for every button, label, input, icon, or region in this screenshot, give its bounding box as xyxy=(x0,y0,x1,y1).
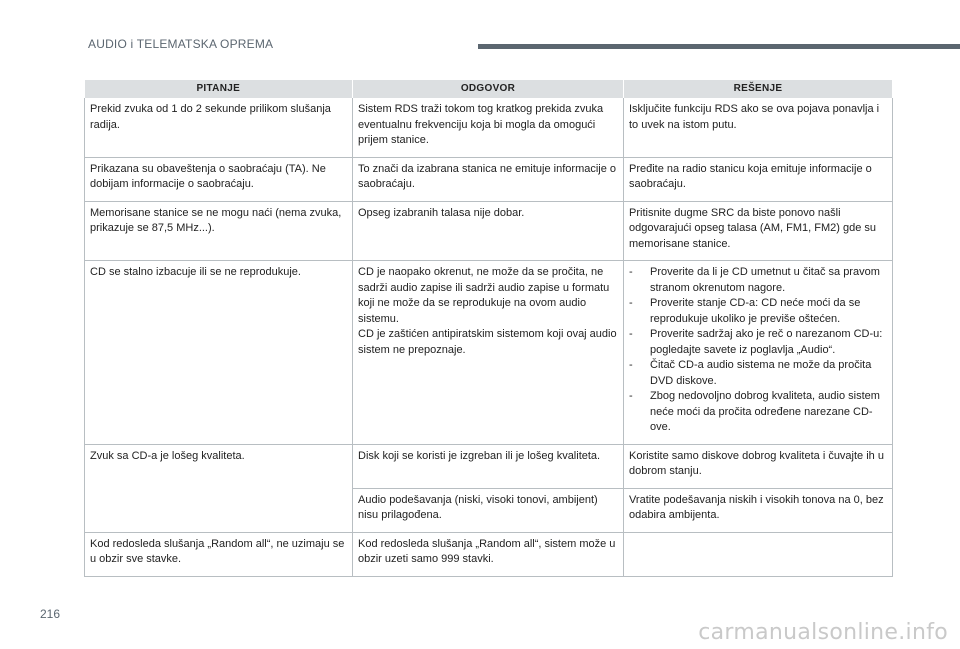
column-header-answer: ODGOVOR xyxy=(353,80,624,98)
answer-cell: Audio podešavanja (niski, visoki tonovi, ambijent) nisu prilagođena. xyxy=(353,488,624,532)
answer-cell xyxy=(353,261,624,445)
answer-cell: Disk koji se koristi je izgreban ili je lošeg kvaliteta. xyxy=(353,444,624,488)
question-cell: Memorisane stanice se ne mogu naći (nema zvuka, prikazuje se 87,5 MHz...). xyxy=(85,201,353,261)
solution-cell: Isključite funkciju RDS ako se ova pojava ponavlja i to uvek na istom putu. xyxy=(624,98,893,157)
solution-list xyxy=(629,265,887,436)
list-item: - Proverite stanje CD-a: CD neće moći da se reprodukuje ukoliko je previše oštećen. xyxy=(629,296,887,327)
solution-cell: Pritisnite dugme SRC da biste ponovo našli odgovarajući opseg talasa (AM, FM1, FM2) gde su memorisane stanice. xyxy=(624,201,893,261)
header-bar xyxy=(478,44,960,49)
question-cell: Prekid zvuka od 1 do 2 sekunde prilikom slušanja radija. xyxy=(85,98,353,157)
column-header-question: PITANJE xyxy=(85,80,353,98)
list-item: - Čitač CD-a audio sistema ne može da pročita DVD diskove. xyxy=(629,358,887,389)
watermark: carmanualsonline.info xyxy=(698,620,948,645)
section-title: AUDIO i TELEMATSKA OPREMA xyxy=(88,37,274,51)
solution-cell xyxy=(624,532,893,576)
list-item: - Zbog nedovoljno dobrog kvaliteta, audio sistem neće moći da pročita određene narezane CD-ove. xyxy=(629,389,887,436)
faq-table xyxy=(84,80,893,577)
table-row xyxy=(85,532,893,576)
answer-cell: To znači da izabrana stanica ne emituje informacije o saobraćaju. xyxy=(353,157,624,201)
table-row xyxy=(85,98,893,157)
answer-paragraph: CD je naopako okrenut, ne može da se pročita, ne sadrži audio zapise ili sadrži audio zapise u formatu koji ne može da se reprodukuje na ovom audio sistemu. xyxy=(358,266,610,325)
answer-cell: Opseg izabranih talasa nije dobar. xyxy=(353,201,624,261)
answer-paragraph: CD je zaštićen antipiratskim sistemom koji ovaj audio sistem ne prepoznaje. xyxy=(358,328,617,356)
question-cell: Prikazana su obaveštenja o saobraćaju (TA). Ne dobijam informacije o saobraćaju. xyxy=(85,157,353,201)
solution-cell: Koristite samo diskove dobrog kvaliteta i čuvajte ih u dobrom stanju. xyxy=(624,444,893,488)
column-header-solution: REŠENJE xyxy=(624,80,893,98)
list-item: - Proverite da li je CD umetnut u čitač sa pravom stranom okrenutom nagore. xyxy=(629,265,887,296)
question-cell: CD se stalno izbacuje ili se ne reprodukuje. xyxy=(85,261,353,445)
answer-cell: Kod redosleda slušanja „Random all“, sistem može u obzir uzeti samo 999 stavki. xyxy=(353,532,624,576)
solution-cell: Pređite na radio stanicu koja emituje informacije o saobraćaju. xyxy=(624,157,893,201)
question-cell: Zvuk sa CD-a je lošeg kvaliteta. xyxy=(85,444,353,532)
table-row xyxy=(85,444,893,488)
solution-cell xyxy=(624,261,893,445)
list-item: - Proverite sadržaj ako je reč o narezanom CD-u: pogledajte savete iz poglavlja „Audio“. xyxy=(629,327,887,358)
page-number: 216 xyxy=(40,607,61,621)
solution-cell: Vratite podešavanja niskih i visokih tonova na 0, bez odabira ambijenta. xyxy=(624,488,893,532)
table-header-row xyxy=(85,80,893,98)
question-cell: Kod redosleda slušanja „Random all“, ne uzimaju se u obzir sve stavke. xyxy=(85,532,353,576)
answer-cell: Sistem RDS traži tokom tog kratkog prekida zvuka eventualnu frekvenciju koja bi mogla da omogući prijem stanice. xyxy=(353,98,624,157)
table-row xyxy=(85,157,893,201)
table-row xyxy=(85,201,893,261)
table-row xyxy=(85,261,893,445)
